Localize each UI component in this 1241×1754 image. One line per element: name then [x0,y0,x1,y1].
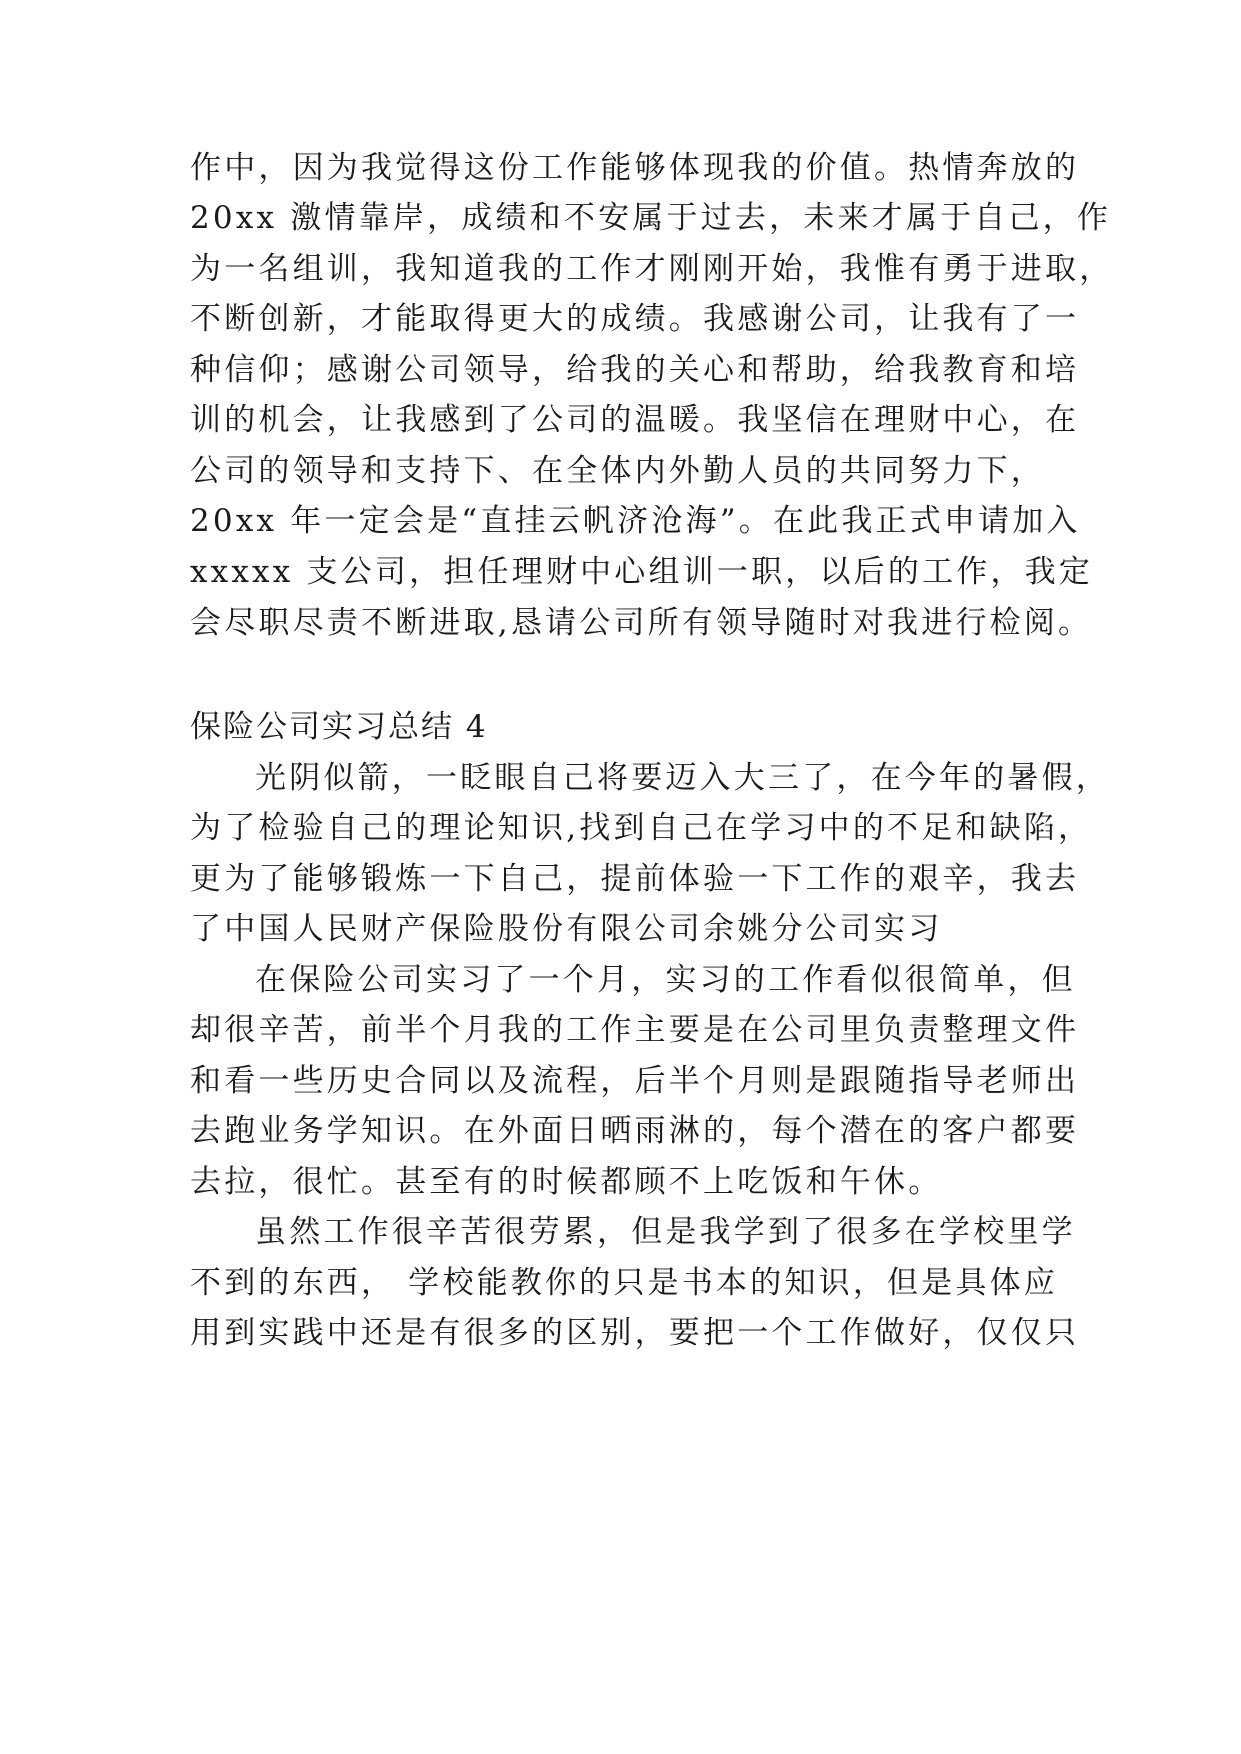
text-line: 为了检验自己的理论知识,找到自己在学习中的不足和缺陷， [190,810,1093,846]
text-line: 不断创新，才能取得更大的成绩。我感谢公司，让我有了一 [190,301,1080,337]
text-line: 却很辛苦，前半个月我的工作主要是在公司里负责整理文件 [190,1012,1080,1048]
section-title: 保险公司实习总结 4 [190,709,488,745]
text-line: 会尽职尽责不断进取,恳请公司所有领导随时对我进行检阅。 [190,605,1093,641]
text-line: 在保险公司实习了一个月，实习的工作看似很简单，但 [255,962,1076,998]
text-line: 光阴似箭，一眨眼自己将要迈入大三了，在今年的暑假， [255,760,1110,796]
text-line: 训的机会，让我感到了公司的温暖。我坚信在理财中心，在 [190,402,1080,438]
text-line: 种信仰；感谢公司领导，给我的关心和帮助，给我教育和培 [190,352,1080,388]
text-line: 20xx 激情靠岸，成绩和不安属于过去，未来才属于自己，作 [190,200,1112,236]
text-line: 公司的领导和支持下、在全体内外勤人员的共同努力下， [190,453,1045,489]
text-line: 不到的东西， 学校能教你的只是书本的知识，但是具体应 [190,1265,1059,1301]
text-line: xxxxx 支公司，担任理财中心组训一职，以后的工作，我定 [190,554,1094,590]
text-line: 去拉，很忙。甚至有的时候都顾不上吃饭和午休。 [190,1164,943,1200]
text-line: 为一名组训，我知道我的工作才刚刚开始，我惟有勇于进取， [190,251,1114,287]
text-line: 虽然工作很辛苦很劳累，但是我学到了很多在学校里学 [255,1214,1076,1250]
text-line: 用到实践中还是有很多的区别，要把一个工作做好，仅仅只 [190,1315,1080,1351]
text-line: 去跑业务学知识。在外面日晒雨淋的，每个潜在的客户都要 [190,1113,1080,1149]
text-line: 和看一些历史合同以及流程，后半个月则是跟随指导老师出 [190,1063,1080,1099]
text-line: 了中国人民财产保险股份有限公司余姚分公司实习 [190,911,943,947]
text-line: 更为了能够锻炼一下自己，提前体验一下工作的艰辛，我去 [190,861,1080,897]
text-line: 作中，因为我觉得这份工作能够体现我的价值。热情奔放的 [190,150,1080,186]
text-line: 20xx 年一定会是“直挂云帆济沧海”。在此我正式申请加入 [190,503,1081,539]
